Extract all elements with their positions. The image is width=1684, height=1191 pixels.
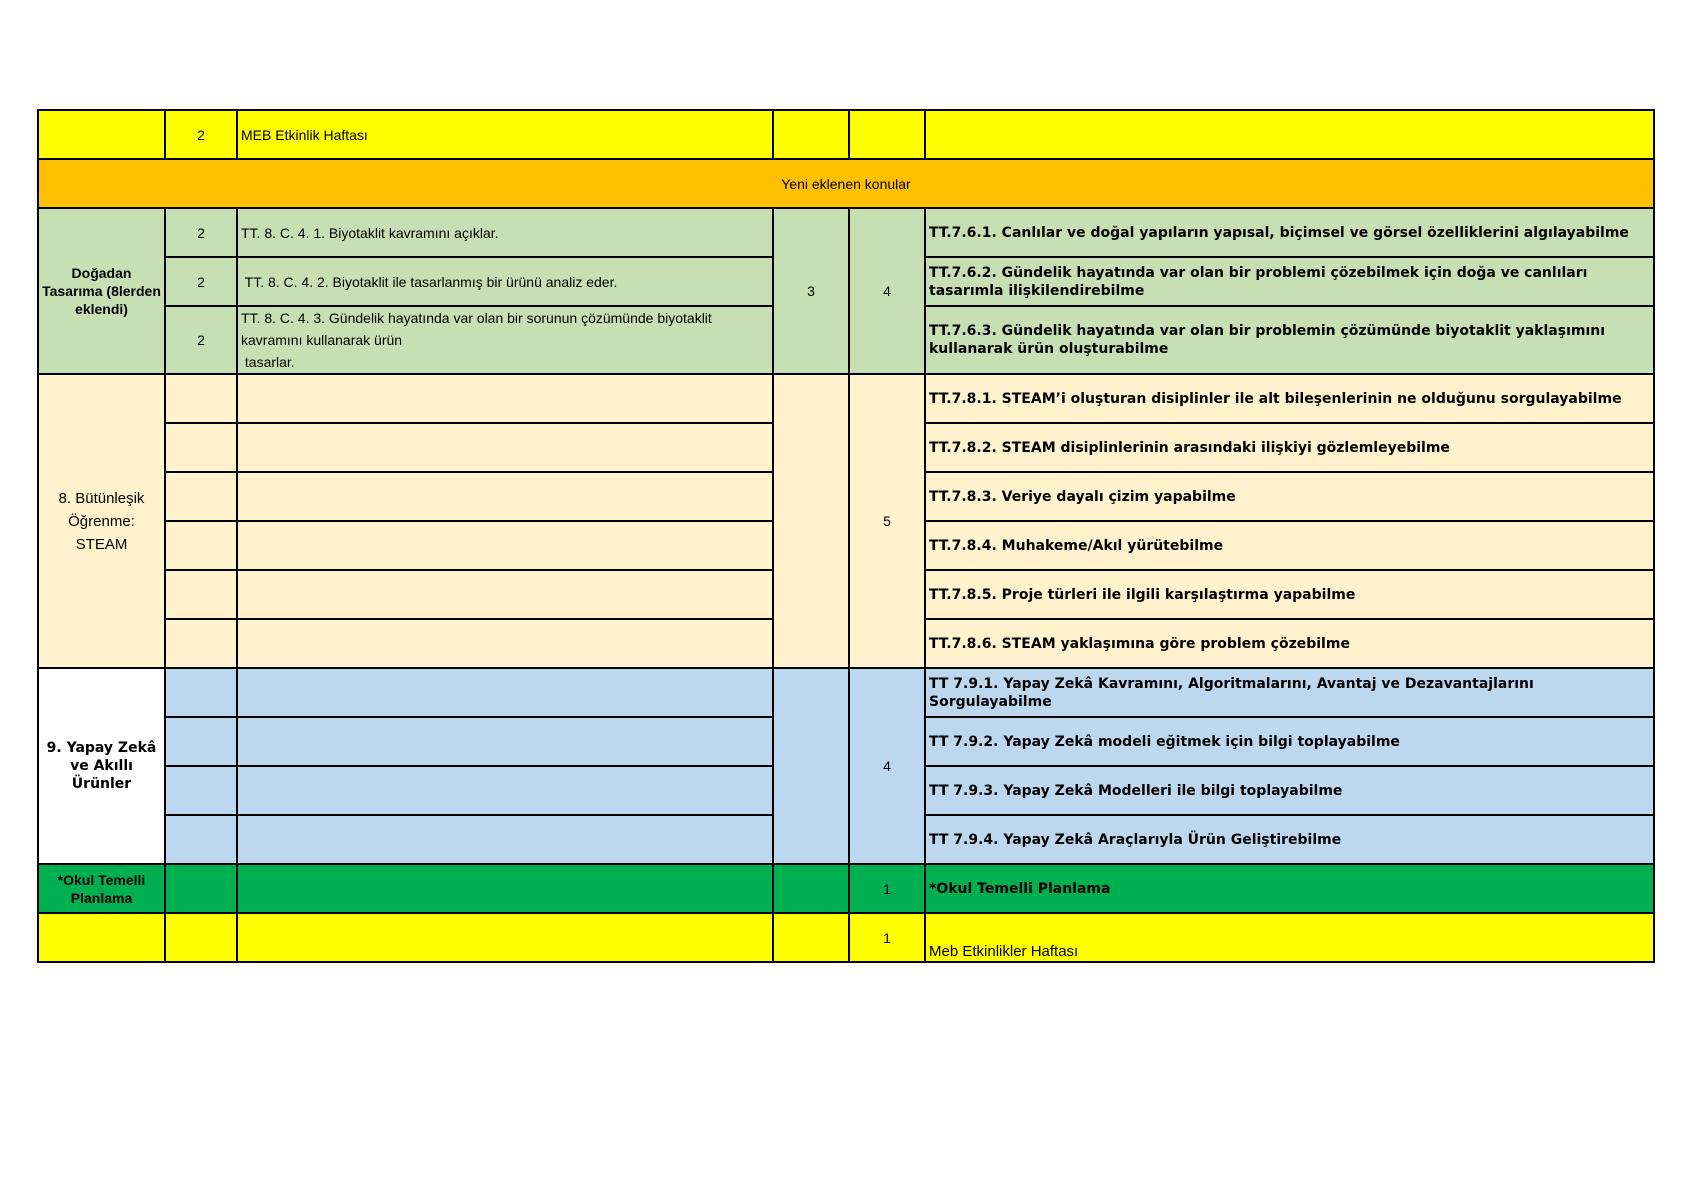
hours-cell: [165, 913, 237, 962]
unit-cell: [38, 913, 165, 962]
unit-cell: [38, 110, 165, 159]
hours-cell: [165, 668, 237, 717]
unit-title-steam: 8. Bütünleşik Öğrenme: STEAM: [38, 374, 165, 668]
table-row: [38, 374, 1654, 423]
objective-cell: [237, 472, 773, 521]
hours-cell: [165, 570, 237, 619]
hours-cell: [165, 717, 237, 766]
hour-total-cell: 5: [849, 374, 925, 668]
outcome-cell: *Okul Temelli Planlama: [925, 864, 1654, 913]
table-row: [38, 208, 1654, 257]
outcome-cell: TT.7.8.6. STEAM yaklaşımına göre problem çözebilme: [925, 619, 1654, 668]
hours-cell: 2: [165, 208, 237, 257]
hour-total-cell: 4: [849, 668, 925, 864]
empty-cell: [773, 110, 849, 159]
hours-cell: 2: [165, 306, 237, 374]
hours-cell: 2: [165, 257, 237, 306]
objective-cell: [237, 815, 773, 864]
hours-cell: [165, 766, 237, 815]
outcome-cell: TT.7.6.1. Canlılar ve doğal yapıların yapısal, biçimsel ve görsel özelliklerini algılayabilme: [925, 208, 1654, 257]
hour-total-cell: 1: [849, 913, 925, 962]
section-header-row: [38, 159, 1654, 208]
objective-cell: [237, 423, 773, 472]
outcome-cell: TT.7.6.3. Gündelik hayatında var olan bir problemin çözümünde biyotaklit yaklaşımını kullanarak ürün oluşturabilme: [925, 306, 1654, 374]
outcome-cell: TT.7.6.2. Gündelik hayatında var olan bir problemi çözebilmek için doğa ve canlıları tasarımla ilişkilendirebilme: [925, 257, 1654, 306]
hours-cell: [165, 423, 237, 472]
outcome-cell: TT.7.8.5. Proje türleri ile ilgili karşılaştırma yapabilme: [925, 570, 1654, 619]
objective-cell: [237, 913, 773, 962]
hours-cell: [165, 864, 237, 913]
objective-cell: [237, 570, 773, 619]
hours-cell: [165, 374, 237, 423]
unit-title-ai: 9. Yapay Zekâ ve Akıllı Ürünler: [38, 668, 165, 864]
hours-cell: [165, 472, 237, 521]
outcome-cell: TT.7.8.1. STEAM’i oluşturan disiplinler ile alt bileşenlerinin ne olduğunu sorgulayabilme: [925, 374, 1654, 423]
hours-cell: [165, 815, 237, 864]
empty-cell: [849, 110, 925, 159]
meb-week-row: [38, 110, 1654, 159]
hour-total-cell: 4: [849, 208, 925, 374]
objective-cell: TT. 8. C. 4. 1. Biyotaklit kavramını açıklar.: [237, 208, 773, 257]
objective-cell: TT. 8. C. 4. 2. Biyotaklit ile tasarlanmış bir ürünü analiz eder.: [237, 257, 773, 306]
week-count-cell: [773, 668, 849, 864]
week-count-cell: [773, 374, 849, 668]
outcome-cell: TT 7.9.2. Yapay Zekâ modeli eğitmek için bilgi toplayabilme: [925, 717, 1654, 766]
outcome-cell: Meb Etkinlikler Haftası: [925, 913, 1654, 962]
hours-cell: [165, 619, 237, 668]
objective-cell: [237, 668, 773, 717]
objective-cell: TT. 8. C. 4. 3. Gündelik hayatında var olan bir sorunun çözümünde biyotaklit kavramını kullanarak ürün tasarlar.: [237, 306, 773, 374]
outcome-cell: TT.7.8.2. STEAM disiplinlerinin arasındaki ilişkiyi gözlemleyebilme: [925, 423, 1654, 472]
week-count-cell: [773, 913, 849, 962]
hours-cell: 2: [165, 110, 237, 159]
outcome-cell: TT 7.9.4. Yapay Zekâ Araçlarıyla Ürün Geliştirebilme: [925, 815, 1654, 864]
outcome-cell: TT 7.9.3. Yapay Zekâ Modelleri ile bilgi toplayabilme: [925, 766, 1654, 815]
meb-activities-row: [38, 913, 1654, 962]
hours-cell: [165, 521, 237, 570]
section-header: Yeni eklenen konular: [38, 159, 1654, 208]
unit-title-dogadan: Doğadan Tasarıma (8lerden eklendi): [38, 208, 165, 374]
objective-cell: [237, 619, 773, 668]
week-count-cell: [773, 864, 849, 913]
table-row: [38, 668, 1654, 717]
objective-cell: [237, 717, 773, 766]
hour-total-cell: 1: [849, 864, 925, 913]
week-count-cell: 3: [773, 208, 849, 374]
objective-cell: [237, 864, 773, 913]
objective-cell: [237, 374, 773, 423]
objective-cell: [237, 521, 773, 570]
activity-cell: MEB Etkinlik Haftası: [237, 110, 773, 159]
outcome-cell: TT.7.8.4. Muhakeme/Akıl yürütebilme: [925, 521, 1654, 570]
school-planning-row: [38, 864, 1654, 913]
outcome-cell: TT 7.9.1. Yapay Zekâ Kavramını, Algoritmalarını, Avantaj ve Dezavantajlarını Sorgulayabilme: [925, 668, 1654, 717]
curriculum-plan-table: [37, 109, 1655, 963]
unit-title-okul: *Okul Temelli Planlama: [38, 864, 165, 913]
empty-cell: [925, 110, 1654, 159]
outcome-cell: TT.7.8.3. Veriye dayalı çizim yapabilme: [925, 472, 1654, 521]
objective-cell: [237, 766, 773, 815]
